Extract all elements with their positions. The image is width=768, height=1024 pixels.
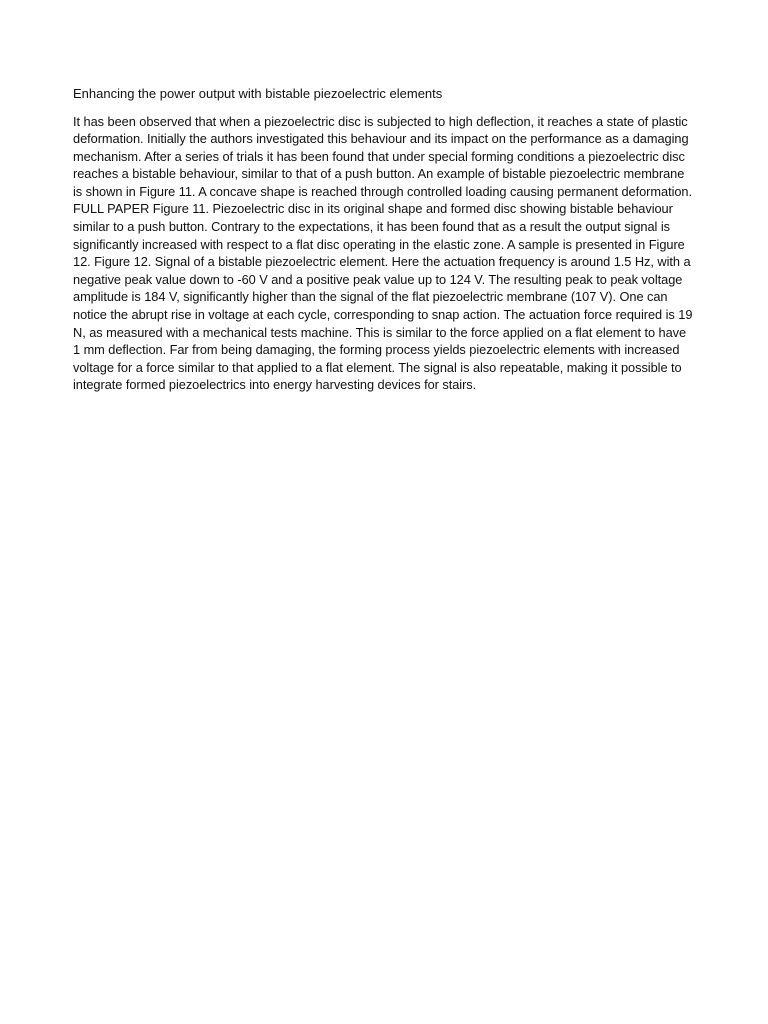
- document-content: [73, 85, 695, 394]
- body-paragraph: It has been observed that when a piezoelectric disc is subjected to high deflection, it reaches a state of plastic deformation. Initially the authors investigated this behaviour and its impact on the performance as a damaging mechanism. After a series of trials it has been found that under special forming conditions a piezoelectric disc reaches a bistable behaviour, similar to that of a push button. An example of bistable piezoelectric membrane is shown in Figure 11. A concave shape is reached through controlled loading causing permanent deformation. FULL PAPER Figure 11. Piezoelectric disc in its original shape and formed disc showing bistable behaviour similar to a push button. Contrary to the expectations, it has been found that as a result the output signal is significantly increased with respect to a flat disc operating in the elastic zone. A sample is presented in Figure 12. Figure 12. Signal of a bistable piezoelectric element. Here the actuation frequency is around 1.5 Hz, with a negative peak value down to -60 V and a positive peak value up to 124 V. The resulting peak to peak voltage amplitude is 184 V, significantly higher than the signal of the flat piezoelectric membrane (107 V). One can notice the abrupt rise in voltage at each cycle, corresponding to snap action. The actuation force required is 19 N, as measured with a mechanical tests machine. This is similar to the force applied on a flat element to have 1 mm deflection. Far from being damaging, the forming process yields piezoelectric elements with increased voltage for a force similar to that applied to a flat element. The signal is also repeatable, making it possible to integrate formed piezoelectrics into energy harvesting devices for stairs.: [73, 113, 693, 393]
- section-heading: Enhancing the power output with bistable piezoelectric elements: [73, 86, 443, 101]
